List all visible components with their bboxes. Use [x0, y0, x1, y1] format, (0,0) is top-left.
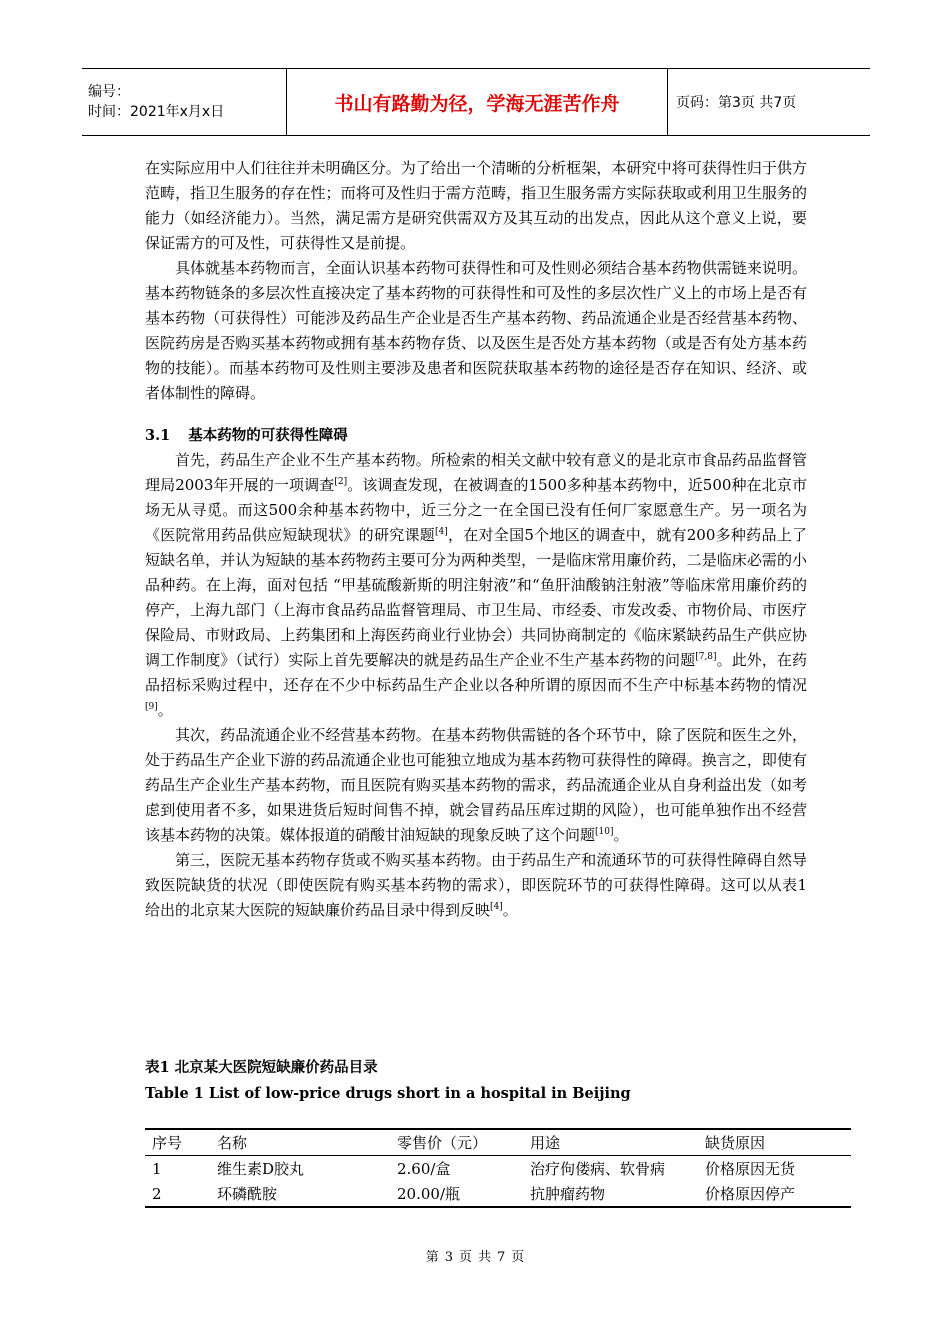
col-header-reason: 缺货原因	[705, 1134, 766, 1152]
cell-index: 1	[152, 1159, 162, 1178]
text-run: ，在对全国5个地区的调查中，就有200多种药品上了短缺名单，并认为短缺的基本药物药主要可分为两种类型，一是临床常用廉价药，二是临床必需的小品种药。在上海，面对包括 “甲基硫酸新斯的明注射液”和“鱼肝油酸钠注射液”等临床常用廉价药的停产，上海九部门（上海市食品药品监督管理局、市卫生局、市经委、市发改委、市物价局、市医疗保险局、市财政局、上药集团和上海医药商业行业协会）共同协商制定的《临床紧缺药品生产供应协调工作制度》（试行）实际上首先要解决的就是药品生产企业不生产基本药物的问题	[145, 526, 807, 669]
footer-text: 共	[478, 1250, 492, 1265]
table-row	[145, 1181, 851, 1207]
text-run: 。	[502, 901, 518, 919]
cell-price: 2.60/盒	[397, 1160, 451, 1178]
section-number: 3.1	[145, 427, 171, 444]
text-run: 。该调查发现，在被调查的1500多种基本药物中，近500种在北京市场无从寻觅。而这500余种基本药物中，近三分之一在全国已没有任何厂家愿意生产。另一项名为《医院常用药品供应短缺现状》的研究课题	[145, 476, 807, 544]
table-caption-cn: 表1 北京某大医院短缺廉价药品目录	[145, 1059, 378, 1076]
text-run: 第三，医院无基本药物存货或不购买基本药物。由于药品生产和流通环节的可获得性障碍自然导致医院缺货的状况（即使医院有购买基本药物的需求），即医院环节的可获得性障碍。这可以从表1给出的北京某大医院的短缺廉价药品目录中得到反映	[145, 851, 807, 919]
cell-name: 环磷酰胺	[217, 1185, 278, 1203]
text-run: 。	[613, 826, 629, 844]
page-header	[82, 68, 870, 136]
col-header-index: 序号	[152, 1134, 183, 1152]
text-run: 首先，药品生产企业不生产基本药物。所检索的相关文献中较有意义的是北京市食品药品监督管理局2003年开展的一项调查	[145, 451, 807, 494]
cell-reason: 价格原因停产	[705, 1185, 796, 1203]
citation: [7,8]	[695, 652, 717, 662]
cell-index: 2	[152, 1184, 162, 1203]
table-header-row	[145, 1129, 851, 1156]
footer-text: 页	[458, 1250, 472, 1265]
doc-number-label: 编号：	[88, 84, 130, 100]
footer-total-pages: 7	[497, 1250, 506, 1265]
table-caption-en: Table 1 List of low-price drugs short in a hospital in Beijing	[145, 1085, 631, 1102]
col-header-name: 名称	[217, 1134, 248, 1152]
citation: [10]	[595, 827, 614, 837]
section-title: 基本药物的可获得性障碍	[188, 427, 348, 444]
footer-text: 页	[511, 1250, 525, 1265]
footer-text: 第	[425, 1250, 439, 1265]
page-footer	[0, 1246, 950, 1265]
citation: [4]	[490, 902, 503, 912]
citation: [2]	[334, 477, 348, 487]
section-heading	[145, 423, 807, 448]
cell-name: 维生素D胶丸	[217, 1160, 305, 1178]
paragraph-intro-2: 具体就基本药物而言，全面认识基本药物可获得性和可及性则必须结合基本药物供需链来说明。基本药物链条的多层次性直接决定了基本药物的可获得性和可及性的多层次性广义上的市场上是否有基本药物（可获得性）可能涉及药品生产企业是否生产基本药物、药品流通企业是否经营基本药物、医院药房是否购买基本药物或拥有基本药物存货、以及医生是否处方基本药物（或是否有处方基本药物的技能）。而基本药物可及性则主要涉及患者和医院获取基本药物的途径是否存在知识、经济、或者体制性的障碍。	[145, 259, 807, 402]
cell-reason: 价格原因无货	[705, 1160, 796, 1178]
citation: [9]	[145, 702, 158, 712]
cell-usage: 治疗佝偻病、软骨病	[530, 1160, 666, 1178]
paragraph-third	[145, 848, 807, 923]
header-motto: 书山有路勤为径，学海无涯苦作舟	[287, 69, 668, 136]
citation: [4]	[435, 527, 448, 537]
col-header-price: 零售价（元）	[397, 1134, 488, 1152]
text-run: 其次，药品流通企业不经营基本药物。在基本药物供需链的各个环节中，除了医院和医生之外，处于药品生产企业下游的药品流通企业也可能独立地成为基本药物可获得性的障碍。换言之，即使有药品生产企业生产基本药物，而且医院有购买基本药物的需求，药品流通企业从自身利益出发（如考虑到使用者不多，如果进货后短时间售不掉，就会冒药品压库过期的风险），也可能单独作出不经营该基本药物的决策。媒体报道的硝酸甘油短缺的现象反映了这个问题	[145, 726, 807, 844]
paragraph-intro-1: 在实际应用中人们往往并未明确区分。为了给出一个清晰的分析框架，本研究中将可获得性归于供方范畴，指卫生服务的存在性；而将可及性归于需方范畴，指卫生服务需方实际获取或利用卫生服务的能力（如经济能力）。当然，满足需方是研究供需双方及其互动的出发点，因此从这个意义上说，要保证需方的可及性，可获得性又是前提。	[145, 159, 807, 252]
col-header-usage: 用途	[530, 1134, 561, 1152]
cell-price: 20.00/瓶	[397, 1185, 460, 1203]
text-run: 。	[157, 701, 173, 719]
table-row	[145, 1156, 851, 1182]
cell-usage: 抗肿瘤药物	[530, 1185, 606, 1203]
header-meta	[82, 69, 287, 136]
drug-shortage-table	[145, 1128, 851, 1208]
date-label: 时间：2021年x月x日	[88, 104, 225, 120]
text-run: 。此外，在药品招标采购过程中，还存在不少中标药品生产企业以各种所谓的原因而不生产中标基本药物的情况	[145, 651, 807, 694]
header-page-label: 页码：第3页 共7页	[668, 69, 871, 136]
paragraph-first	[145, 448, 807, 723]
footer-page-number: 3	[444, 1250, 453, 1265]
paragraph-second	[145, 723, 807, 848]
document-body	[145, 156, 807, 923]
